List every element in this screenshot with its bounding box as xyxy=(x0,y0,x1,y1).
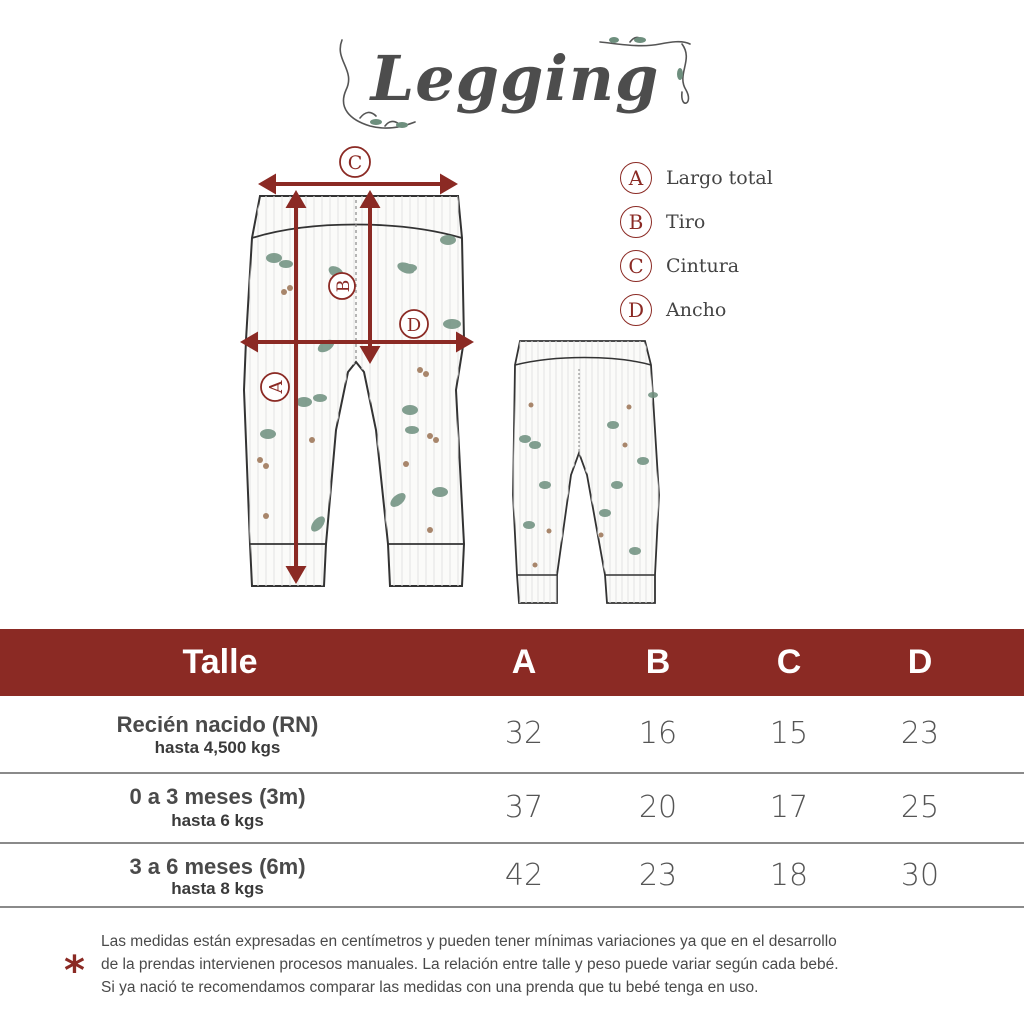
legend-letter: B xyxy=(620,206,652,238)
value-b: 16 xyxy=(638,716,678,751)
header-size: Talle xyxy=(182,643,258,681)
marker-d-label: D xyxy=(406,315,422,336)
marker-b-label: B xyxy=(334,279,354,293)
table-row xyxy=(0,844,1024,908)
legend-label: Cintura xyxy=(666,255,740,277)
value-a: 37 xyxy=(504,790,544,825)
value-d: 23 xyxy=(900,716,940,751)
legend-item-a xyxy=(620,158,773,198)
header-c: C xyxy=(776,643,802,681)
table-row xyxy=(0,696,1024,774)
header-a: A xyxy=(511,643,537,681)
note-line: de la prendas intervienen procesos manuales. La relación entre talle y peso puede variar según cada bebé. xyxy=(101,956,839,973)
size-weight: hasta 6 kgs xyxy=(171,811,264,830)
legend-item-c xyxy=(620,246,739,286)
marker-d-icon xyxy=(400,310,428,338)
table-row xyxy=(0,774,1024,844)
legend-label: Ancho xyxy=(666,299,727,321)
size-name: Recién nacido (RN) xyxy=(116,712,319,737)
value-a: 32 xyxy=(504,716,544,751)
note-line: Las medidas están expresadas en centímetros y pueden tener mínimas variaciones ya que en el desarrollo xyxy=(101,933,837,950)
legend-letter: C xyxy=(620,250,652,282)
legend-label: Tiro xyxy=(666,211,706,233)
size-name: 0 a 3 meses (3m) xyxy=(129,784,306,809)
page-title: Legging xyxy=(370,42,660,115)
value-b: 20 xyxy=(638,790,678,825)
size-weight: hasta 4,500 kgs xyxy=(154,738,281,757)
legend-label: Largo total xyxy=(666,167,773,189)
size-weight: hasta 8 kgs xyxy=(171,879,264,898)
value-c: 18 xyxy=(769,858,809,893)
value-c: 17 xyxy=(769,790,809,825)
legend-letter: A xyxy=(620,162,652,194)
note-line: Si ya nació te recomendamos comparar las medidas con una prenda que tu bebé tenga en uso. xyxy=(101,979,759,996)
legend-item-b xyxy=(620,202,705,242)
value-d: 25 xyxy=(900,790,940,825)
marker-b-icon xyxy=(329,273,355,299)
legging-diagram-back xyxy=(505,335,670,610)
legend-letter: D xyxy=(620,294,652,326)
legging-diagram-large xyxy=(230,140,490,600)
header-b: B xyxy=(645,643,671,681)
asterisk-icon: * xyxy=(64,948,85,994)
header-d: D xyxy=(907,643,933,681)
value-b: 23 xyxy=(638,858,678,893)
legend-item-d xyxy=(620,290,726,330)
value-d: 30 xyxy=(900,858,940,893)
value-c: 15 xyxy=(769,716,809,751)
title-block xyxy=(330,30,700,140)
marker-c-icon xyxy=(340,147,370,177)
table-header xyxy=(0,629,1024,696)
size-name: 3 a 6 meses (6m) xyxy=(129,854,306,879)
marker-a-label: A xyxy=(266,380,287,394)
marker-a-icon xyxy=(261,373,289,401)
marker-c-label: C xyxy=(347,152,363,174)
value-a: 42 xyxy=(504,858,544,893)
